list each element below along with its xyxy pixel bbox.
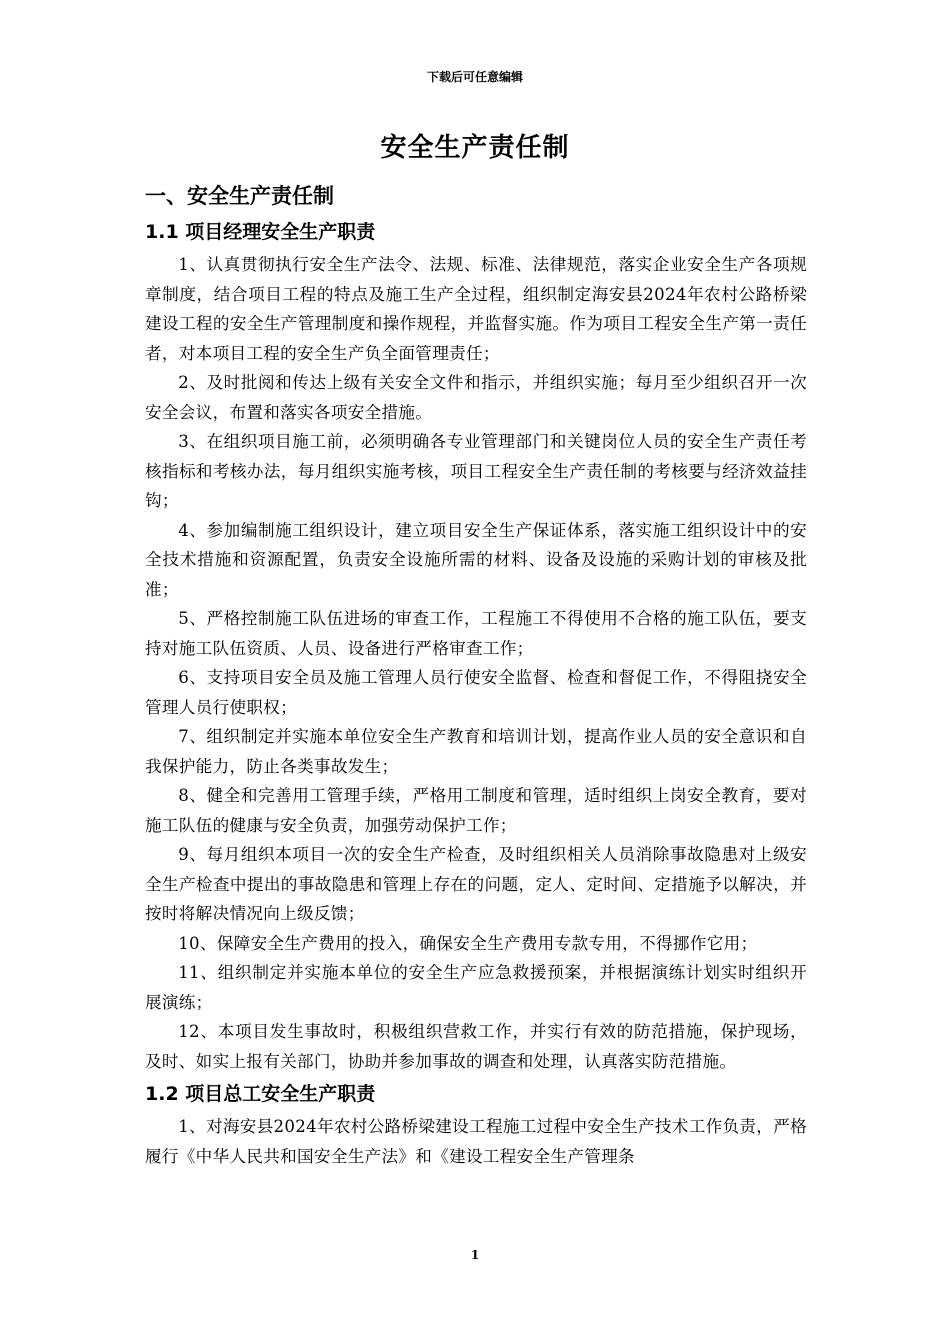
header-note: 下载后可任意编辑	[426, 70, 523, 84]
paragraph: 8、健全和完善用工管理手续，严格用工制度和管理，适时组织上岗安全教育，要对施工队伍的健康与安全负责，加强劳动保护工作；	[145, 786, 807, 835]
paragraph: 1、认真贯彻执行安全生产法令、法规、标准、法律规范，落实企业安全生产各项规章制度，结合项目工程的特点及施工生产全过程，组织制定海安县2024年农村公路桥梁建设工程的安全生产管理制度和操作规程，并监督实施。作为项目工程安全生产第一责任者，对本项目工程的安全生产负全面管理责任；	[145, 255, 807, 363]
subsection-heading-1-1: 1.1 项目经理安全生产职责	[145, 221, 376, 243]
paragraph: 4、参加编制施工组织设计，建立项目安全生产保证体系，落实施工组织设计中的安全技术措施和资源配置，负责安全设施所需的材料、设备及设施的采购计划的审核及批准；	[145, 520, 807, 599]
paragraph: 1、对海安县2024年农村公路桥梁建设工程施工过程中安全生产技术工作负责，严格履行《中华人民共和国安全生产法》和《建设工程安全生产管理条	[145, 1117, 807, 1166]
paragraph: 11、组织制定并实施本单位的安全生产应急救援预案，并根据演练计划实时组织开展演练；	[145, 963, 807, 1012]
paragraph: 9、每月组织本项目一次的安全生产检查，及时组织相关人员消除事故隐患对上级安全生产检查中提出的事故隐患和管理上存在的问题，定人、定时间、定措施予以解决，并按时将解决情况向上级反馈；	[145, 845, 807, 923]
paragraph: 10、保障安全生产费用的投入，确保安全生产费用专款专用，不得挪作它用；	[178, 933, 758, 953]
paragraph: 2、及时批阅和传达上级有关安全文件和指示，并组织实施；每月至少组织召开一次安全会议，布置和落实各项安全措施。	[145, 373, 807, 422]
paragraph: 12、本项目发生事故时，积极组织营救工作，并实行有效的防范措施，保护现场，及时、如实上报有关部门，协助并参加事故的调查和处理，认真落实防范措施。	[145, 1022, 807, 1071]
paragraph: 6、支持项目安全员及施工管理人员行使安全监督、检查和督促工作，不得阻挠安全管理人员行使职权；	[145, 668, 807, 717]
subsection-heading-1-2: 1.2 项目总工安全生产职责	[145, 1083, 376, 1105]
section-heading: 一、安全生产责任制	[145, 184, 334, 208]
document-body	[145, 178, 807, 1171]
paragraph: 5、严格控制施工队伍进场的审查工作，工程施工不得使用不合格的施工队伍，要支持对施工队伍资质、人员、设备进行严格审查工作；	[145, 609, 807, 658]
page-number: 1	[470, 1248, 480, 1262]
document-title: 安全生产责任制	[380, 133, 570, 163]
paragraph: 7、组织制定并实施本单位安全生产教育和培训计划，提高作业人员的安全意识和自我保护能力，防止各类事故发生；	[145, 727, 807, 776]
paragraph: 3、在组织项目施工前，必须明确各专业管理部门和关键岗位人员的安全生产责任考核指标和考核办法，每月组织实施考核，项目工程安全生产责任制的考核要与经济效益挂钩；	[145, 432, 807, 510]
